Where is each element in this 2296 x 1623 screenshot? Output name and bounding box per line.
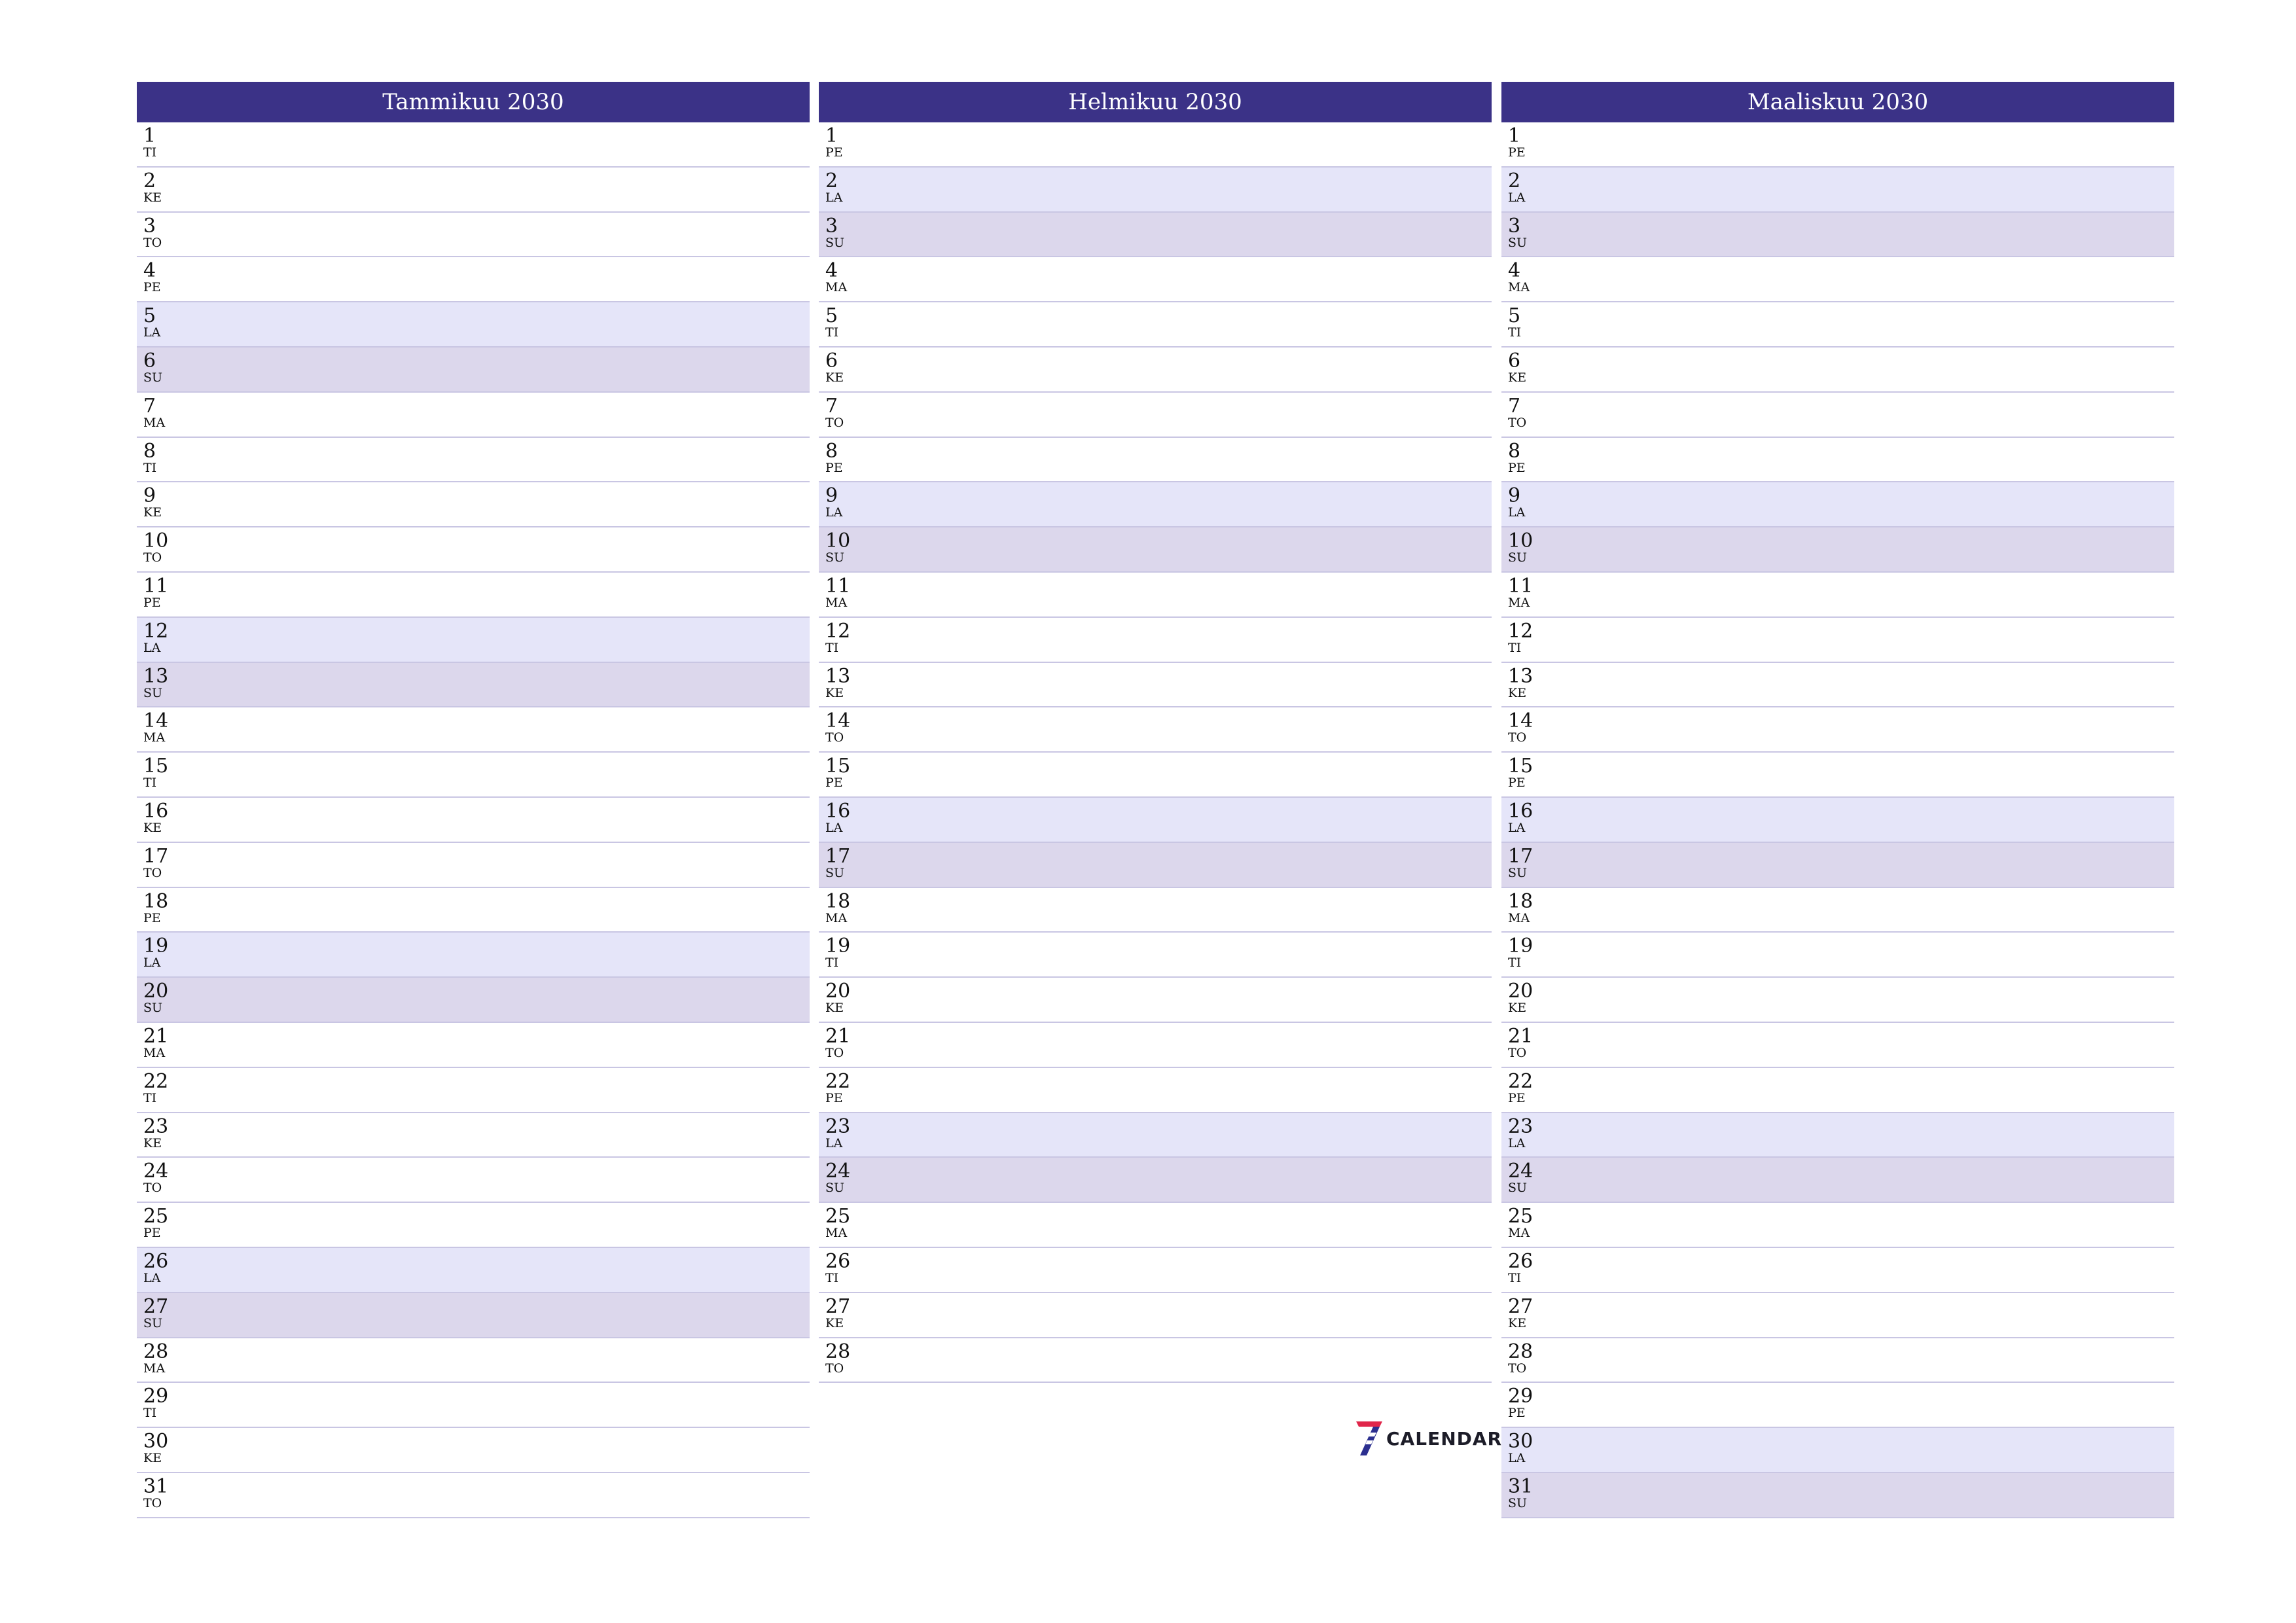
- weekday-label: LA: [825, 505, 843, 520]
- day-row: [137, 933, 810, 978]
- day-row: [137, 618, 810, 663]
- weekday-label: LA: [825, 190, 843, 205]
- weekday-label: TI: [825, 640, 839, 655]
- day-row: [1501, 527, 2174, 573]
- day-number: 29: [1508, 1385, 1534, 1408]
- day-row: [819, 798, 1492, 843]
- day-number: 27: [1508, 1294, 1534, 1318]
- day-row: [1501, 707, 2174, 753]
- day-row: [1501, 482, 2174, 527]
- day-row: [137, 707, 810, 753]
- weekday-label: TI: [143, 1406, 157, 1421]
- weekday-label: TO: [143, 550, 162, 565]
- day-number: 2: [143, 169, 156, 192]
- day-number: 31: [1508, 1474, 1534, 1498]
- day-row: [819, 527, 1492, 573]
- day-row: [137, 573, 810, 618]
- month-header: Helmikuu 2030: [819, 82, 1492, 122]
- logo-text: CALENDAR: [1386, 1427, 1503, 1450]
- day-number: 1: [1508, 124, 1521, 147]
- day-number: 30: [143, 1430, 169, 1454]
- day-row: [819, 573, 1492, 618]
- day-row: [137, 888, 810, 933]
- day-row: [137, 438, 810, 483]
- weekday-label: MA: [143, 730, 166, 745]
- day-row: [137, 1203, 810, 1248]
- weekday-label: PE: [1508, 460, 1526, 475]
- day-row: [819, 1068, 1492, 1113]
- month-header: Tammikuu 2030: [137, 82, 810, 122]
- day-row: [819, 933, 1492, 978]
- weekday-label: LA: [143, 955, 161, 971]
- day-row: [819, 393, 1492, 438]
- weekday-label: SU: [825, 550, 845, 565]
- weekday-label: SU: [1508, 865, 1528, 880]
- day-number: 3: [1508, 214, 1521, 238]
- weekday-label: PE: [1508, 776, 1526, 791]
- day-number: 15: [1508, 755, 1534, 778]
- day-number: 3: [825, 214, 838, 238]
- day-row: [137, 978, 810, 1023]
- day-number: 12: [825, 619, 851, 643]
- day-number: 10: [825, 529, 851, 553]
- day-number: 30: [1508, 1430, 1534, 1454]
- weekday-label: KE: [825, 370, 844, 385]
- weekday-label: SU: [1508, 550, 1528, 565]
- day-number: 13: [1508, 664, 1534, 688]
- day-number: 20: [825, 980, 851, 1003]
- day-row: [1501, 393, 2174, 438]
- weekday-label: MA: [825, 595, 848, 610]
- weekday-label: MA: [825, 1226, 848, 1241]
- day-number: 2: [1508, 169, 1521, 192]
- day-number: 26: [143, 1249, 169, 1273]
- day-list: [819, 122, 1492, 1383]
- day-row: [819, 1293, 1492, 1338]
- day-number: 27: [825, 1294, 851, 1318]
- day-number: 20: [143, 980, 169, 1003]
- day-row: [1501, 1203, 2174, 1248]
- day-row: [137, 257, 810, 302]
- weekday-label: MA: [1508, 910, 1530, 925]
- weekday-label: KE: [1508, 370, 1527, 385]
- month-column-february: [819, 82, 1492, 1383]
- day-number: 15: [143, 755, 169, 778]
- day-row: [819, 348, 1492, 393]
- day-number: 4: [1508, 259, 1521, 283]
- weekday-label: MA: [825, 280, 848, 295]
- day-row: [1501, 1473, 2174, 1518]
- day-row: [819, 843, 1492, 888]
- day-number: 4: [143, 259, 156, 283]
- day-number: 12: [143, 619, 169, 643]
- day-row: [819, 707, 1492, 753]
- day-number: 10: [143, 529, 169, 553]
- weekday-label: SU: [825, 1181, 845, 1196]
- weekday-label: TO: [1508, 730, 1527, 745]
- day-row: [1501, 122, 2174, 168]
- day-number: 8: [825, 439, 838, 463]
- day-row: [1501, 888, 2174, 933]
- weekday-label: PE: [825, 145, 843, 160]
- weekday-label: MA: [1508, 595, 1530, 610]
- weekday-label: LA: [1508, 505, 1526, 520]
- day-list: [137, 122, 810, 1518]
- weekday-label: KE: [143, 190, 162, 205]
- day-number: 1: [825, 124, 838, 147]
- weekday-label: TO: [143, 865, 162, 880]
- day-row: [137, 482, 810, 527]
- day-row: [1501, 1248, 2174, 1293]
- day-number: 23: [143, 1115, 169, 1138]
- month-header: Maaliskuu 2030: [1501, 82, 2174, 122]
- weekday-label: TO: [143, 1181, 162, 1196]
- day-number: 25: [1508, 1205, 1534, 1228]
- day-row: [1501, 168, 2174, 213]
- day-number: 21: [825, 1024, 851, 1048]
- day-row: [819, 1023, 1492, 1068]
- day-number: 22: [143, 1069, 169, 1093]
- day-number: 6: [143, 349, 156, 372]
- day-row: [137, 527, 810, 573]
- weekday-label: TI: [143, 776, 157, 791]
- weekday-label: PE: [825, 1090, 843, 1105]
- weekday-label: TO: [825, 415, 844, 430]
- day-row: [1501, 663, 2174, 708]
- day-number: 31: [143, 1474, 169, 1498]
- day-row: [1501, 213, 2174, 258]
- day-number: 13: [825, 664, 851, 688]
- day-number: 19: [1508, 935, 1534, 958]
- day-number: 26: [1508, 1249, 1534, 1273]
- day-row: [137, 1473, 810, 1518]
- day-number: 13: [143, 664, 169, 688]
- weekday-label: LA: [1508, 190, 1526, 205]
- weekday-label: PE: [143, 595, 161, 610]
- day-row: [819, 888, 1492, 933]
- day-row: [819, 618, 1492, 663]
- month-column-january: [137, 82, 810, 1518]
- weekday-label: MA: [143, 415, 166, 430]
- day-row: [819, 663, 1492, 708]
- day-row: [1501, 1158, 2174, 1203]
- calendar-logo: [1354, 1420, 1502, 1457]
- day-row: [137, 1338, 810, 1383]
- weekday-label: PE: [143, 910, 161, 925]
- weekday-label: KE: [143, 1451, 162, 1466]
- day-row: [819, 168, 1492, 213]
- day-row: [1501, 302, 2174, 348]
- day-row: [137, 1248, 810, 1293]
- weekday-label: PE: [143, 280, 161, 295]
- month-column-march: [1501, 82, 2174, 1518]
- day-number: 8: [143, 439, 156, 463]
- weekday-label: MA: [825, 910, 848, 925]
- weekday-label: SU: [143, 1315, 163, 1330]
- day-number: 22: [825, 1069, 851, 1093]
- weekday-label: TO: [825, 1045, 844, 1060]
- weekday-label: SU: [143, 685, 163, 700]
- day-row: [1501, 978, 2174, 1023]
- weekday-label: PE: [825, 460, 843, 475]
- day-row: [137, 302, 810, 348]
- weekday-label: TI: [1508, 640, 1522, 655]
- day-number: 24: [1508, 1160, 1534, 1183]
- weekday-label: PE: [1508, 1406, 1526, 1421]
- day-number: 18: [825, 889, 851, 913]
- day-row: [137, 753, 810, 798]
- day-number: 6: [1508, 349, 1521, 372]
- day-row: [819, 122, 1492, 168]
- day-row: [137, 213, 810, 258]
- weekday-label: PE: [1508, 1090, 1526, 1105]
- day-number: 25: [825, 1205, 851, 1228]
- day-row: [819, 213, 1492, 258]
- day-row: [1501, 933, 2174, 978]
- day-number: 22: [1508, 1069, 1534, 1093]
- weekday-label: KE: [825, 1001, 844, 1016]
- day-row: [819, 1338, 1492, 1383]
- weekday-label: LA: [1508, 1451, 1526, 1466]
- day-row: [137, 1023, 810, 1068]
- weekday-label: TI: [825, 1270, 839, 1285]
- day-number: 7: [1508, 394, 1521, 418]
- weekday-label: KE: [143, 505, 162, 520]
- day-row: [819, 753, 1492, 798]
- day-row: [137, 1293, 810, 1338]
- seven-logo-icon: [1354, 1420, 1384, 1457]
- day-number: 19: [825, 935, 851, 958]
- day-row: [819, 1158, 1492, 1203]
- day-row: [137, 348, 810, 393]
- weekday-label: LA: [825, 820, 843, 835]
- day-row: [819, 302, 1492, 348]
- day-number: 5: [143, 304, 156, 328]
- day-number: 5: [825, 304, 838, 328]
- weekday-label: TI: [143, 460, 157, 475]
- weekday-label: TO: [143, 235, 162, 250]
- weekday-label: TI: [143, 145, 157, 160]
- day-number: 11: [143, 574, 169, 597]
- weekday-label: TO: [1508, 1361, 1527, 1376]
- weekday-label: TO: [825, 730, 844, 745]
- day-row: [1501, 1023, 2174, 1068]
- day-number: 1: [143, 124, 156, 147]
- day-row: [1501, 1338, 2174, 1383]
- day-row: [1501, 1383, 2174, 1428]
- weekday-label: KE: [143, 820, 162, 835]
- weekday-label: TO: [1508, 1045, 1527, 1060]
- weekday-label: SU: [143, 370, 163, 385]
- weekday-label: TI: [143, 1090, 157, 1105]
- weekday-label: KE: [1508, 1001, 1527, 1016]
- day-row: [819, 1248, 1492, 1293]
- day-number: 4: [825, 259, 838, 283]
- day-row: [137, 168, 810, 213]
- day-row: [1501, 1068, 2174, 1113]
- weekday-label: KE: [1508, 1315, 1527, 1330]
- day-number: 9: [1508, 484, 1521, 508]
- day-number: 21: [1508, 1024, 1534, 1048]
- weekday-label: TI: [1508, 955, 1522, 971]
- weekday-label: SU: [1508, 1181, 1528, 1196]
- weekday-label: PE: [143, 1226, 161, 1241]
- day-number: 7: [825, 394, 838, 418]
- weekday-label: MA: [1508, 1226, 1530, 1241]
- day-row: [137, 1113, 810, 1158]
- day-number: 24: [143, 1160, 169, 1183]
- day-number: 17: [1508, 844, 1534, 868]
- day-number: 6: [825, 349, 838, 372]
- weekday-label: KE: [825, 1315, 844, 1330]
- day-row: [1501, 573, 2174, 618]
- day-row: [1501, 843, 2174, 888]
- weekday-label: LA: [825, 1135, 843, 1150]
- day-row: [1501, 798, 2174, 843]
- day-number: 16: [825, 799, 851, 823]
- day-row: [819, 438, 1492, 483]
- day-number: 11: [1508, 574, 1534, 597]
- day-number: 28: [1508, 1340, 1534, 1363]
- day-number: 16: [1508, 799, 1534, 823]
- day-row: [1501, 348, 2174, 393]
- weekday-label: TI: [1508, 325, 1522, 340]
- day-number: 10: [1508, 529, 1534, 553]
- weekday-label: KE: [143, 1135, 162, 1150]
- day-row: [137, 798, 810, 843]
- day-number: 28: [143, 1340, 169, 1363]
- day-number: 25: [143, 1205, 169, 1228]
- weekday-label: TO: [825, 1361, 844, 1376]
- day-row: [137, 843, 810, 888]
- weekday-label: SU: [825, 235, 845, 250]
- weekday-label: TO: [143, 1495, 162, 1510]
- weekday-label: TI: [825, 325, 839, 340]
- day-number: 9: [825, 484, 838, 508]
- day-number: 14: [825, 709, 851, 733]
- day-row: [137, 1158, 810, 1203]
- day-row: [819, 978, 1492, 1023]
- day-number: 2: [825, 169, 838, 192]
- weekday-label: LA: [143, 1270, 161, 1285]
- day-row: [137, 1068, 810, 1113]
- day-number: 29: [143, 1385, 169, 1408]
- weekday-label: MA: [143, 1361, 166, 1376]
- day-number: 17: [143, 844, 169, 868]
- weekday-label: SU: [1508, 1495, 1528, 1510]
- day-number: 15: [825, 755, 851, 778]
- weekday-label: KE: [1508, 685, 1527, 700]
- day-number: 17: [825, 844, 851, 868]
- weekday-label: KE: [825, 685, 844, 700]
- day-number: 16: [143, 799, 169, 823]
- weekday-label: TO: [1508, 415, 1527, 430]
- weekday-label: SU: [825, 865, 845, 880]
- day-row: [1501, 753, 2174, 798]
- day-row: [819, 1203, 1492, 1248]
- day-number: 3: [143, 214, 156, 238]
- day-row: [137, 122, 810, 168]
- weekday-label: SU: [143, 1001, 163, 1016]
- day-number: 27: [143, 1294, 169, 1318]
- day-row: [819, 482, 1492, 527]
- day-number: 20: [1508, 980, 1534, 1003]
- day-number: 28: [825, 1340, 851, 1363]
- weekday-label: TI: [825, 955, 839, 971]
- day-number: 8: [1508, 439, 1521, 463]
- weekday-label: LA: [143, 640, 161, 655]
- day-number: 7: [143, 394, 156, 418]
- day-row: [1501, 438, 2174, 483]
- day-number: 14: [143, 709, 169, 733]
- day-row: [137, 393, 810, 438]
- day-row: [819, 257, 1492, 302]
- weekday-label: PE: [825, 776, 843, 791]
- day-row: [1501, 618, 2174, 663]
- day-number: 26: [825, 1249, 851, 1273]
- day-row: [137, 1428, 810, 1473]
- day-number: 9: [143, 484, 156, 508]
- weekday-label: PE: [1508, 145, 1526, 160]
- weekday-label: TI: [1508, 1270, 1522, 1285]
- day-row: [137, 663, 810, 708]
- day-row: [1501, 1113, 2174, 1158]
- day-number: 14: [1508, 709, 1534, 733]
- day-row: [1501, 1293, 2174, 1338]
- weekday-label: LA: [1508, 820, 1526, 835]
- day-row: [819, 1113, 1492, 1158]
- weekday-label: MA: [1508, 280, 1530, 295]
- day-number: 23: [825, 1115, 851, 1138]
- weekday-label: LA: [143, 325, 161, 340]
- day-number: 5: [1508, 304, 1521, 328]
- weekday-label: SU: [1508, 235, 1528, 250]
- day-row: [1501, 1428, 2174, 1473]
- day-number: 24: [825, 1160, 851, 1183]
- day-row: [137, 1383, 810, 1428]
- weekday-label: LA: [1508, 1135, 1526, 1150]
- day-number: 18: [143, 889, 169, 913]
- day-number: 19: [143, 935, 169, 958]
- day-number: 12: [1508, 619, 1534, 643]
- day-list: [1501, 122, 2174, 1518]
- day-number: 23: [1508, 1115, 1534, 1138]
- day-number: 11: [825, 574, 851, 597]
- day-row: [1501, 257, 2174, 302]
- weekday-label: MA: [143, 1045, 166, 1060]
- day-number: 18: [1508, 889, 1534, 913]
- day-number: 21: [143, 1024, 169, 1048]
